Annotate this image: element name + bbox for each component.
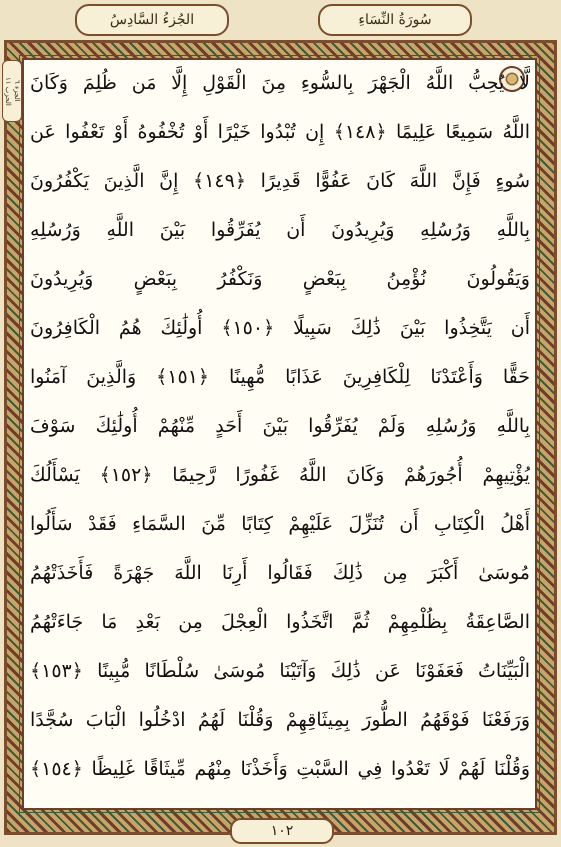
verse-line: مُوسَىٰ أَكْبَرَ مِن ذَٰلِكَ فَقَالُوا أَرِنَا اللَّهَ جَهْرَةً فَأَخَذَتْهُمُ: [30, 562, 530, 584]
verse-line: أَهْلُ الْكِتَابِ أَن تُنَزِّلَ عَلَيْهِمْ كِتَابًا مِّنَ السَّمَاءِ فَقَدْ سَأَلُوا: [30, 513, 530, 535]
verse-line: الصَّاعِقَةُ بِظُلْمِهِمْ ثُمَّ اتَّخَذُوا الْعِجْلَ مِن بَعْدِ مَا جَاءَتْهُمُ: [30, 611, 530, 633]
verse-line: بِاللَّهِ وَرُسُلِهِ وَيُرِيدُونَ أَن يُفَرِّقُوا بَيْنَ اللَّهِ وَرُسُلِهِ: [30, 219, 530, 241]
verse-line: سُوءٍ فَإِنَّ اللَّهَ كَانَ عَفُوًّا قَدِيرًا ﴿١٤٩﴾ إِنَّ الَّذِينَ يَكْفُرُونَ: [30, 170, 530, 192]
verse-line: اللَّهُ سَمِيعًا عَلِيمًا ﴿١٤٨﴾ إِن تُبْدُوا خَيْرًا أَوْ تُخْفُوهُ أَوْ تَعْفُوا عَن: [30, 121, 530, 143]
verse-line: وَرَفَعْنَا فَوْقَهُمُ الطُّورَ بِمِيثَاقِهِمْ وَقُلْنَا لَهُمُ ادْخُلُوا الْبَابَ سُجَّدًا: [30, 709, 530, 731]
verse-line: وَيَقُولُونَ نُؤْمِنُ بِبَعْضٍ وَنَكْفُرُ بِبَعْضٍ وَيُرِيدُونَ: [30, 268, 530, 290]
juz-title: الجُزءُ السَّادِسُ: [75, 4, 229, 36]
juz-number: الجزء ٦: [13, 80, 21, 102]
verse-line: لَّا يُحِبُّ اللَّهُ الْجَهْرَ بِالسُّوءِ مِنَ الْقَوْلِ إِلَّا مَن ظُلِمَ وَكَانَ: [30, 72, 530, 94]
page-number: ١٠٢: [230, 818, 334, 844]
verse-line: وَقُلْنَا لَهُمْ لَا تَعْدُوا فِي السَّبْتِ وَأَخَذْنَا مِنْهُم مِّيثَاقًا غَلِيظًا ﴿١٥٤﴾: [30, 758, 530, 780]
surah-title: سُورَةُ النِّسَاءِ: [318, 4, 472, 36]
juz-hizb-badge: [2, 60, 22, 122]
verse-line: أَن يَتَّخِذُوا بَيْنَ ذَٰلِكَ سَبِيلًا ﴿١٥٠﴾ أُولَٰئِكَ هُمُ الْكَافِرُونَ: [30, 317, 530, 339]
verse-line: يُؤْتِيهِمْ أُجُورَهُمْ وَكَانَ اللَّهُ غَفُورًا رَّحِيمًا ﴿١٥٢﴾ يَسْأَلُكَ: [30, 464, 530, 486]
verse-line: حَقًّا وَأَعْتَدْنَا لِلْكَافِرِينَ عَذَابًا مُّهِينًا ﴿١٥١﴾ وَالَّذِينَ آمَنُوا: [30, 366, 530, 388]
verse-line: الْبَيِّنَاتُ فَعَفَوْنَا عَن ذَٰلِكَ وَآتَيْنَا مُوسَىٰ سُلْطَانًا مُّبِينًا ﴿١٥٣﴾: [30, 660, 530, 682]
verse-line: بِاللَّهِ وَرُسُلِهِ وَلَمْ يُفَرِّقُوا بَيْنَ أَحَدٍ مِّنْهُمْ أُولَٰئِكَ سَوْفَ: [30, 415, 530, 437]
verse-lines: [30, 62, 530, 804]
hizb-number: الحزب ١١: [4, 76, 12, 106]
